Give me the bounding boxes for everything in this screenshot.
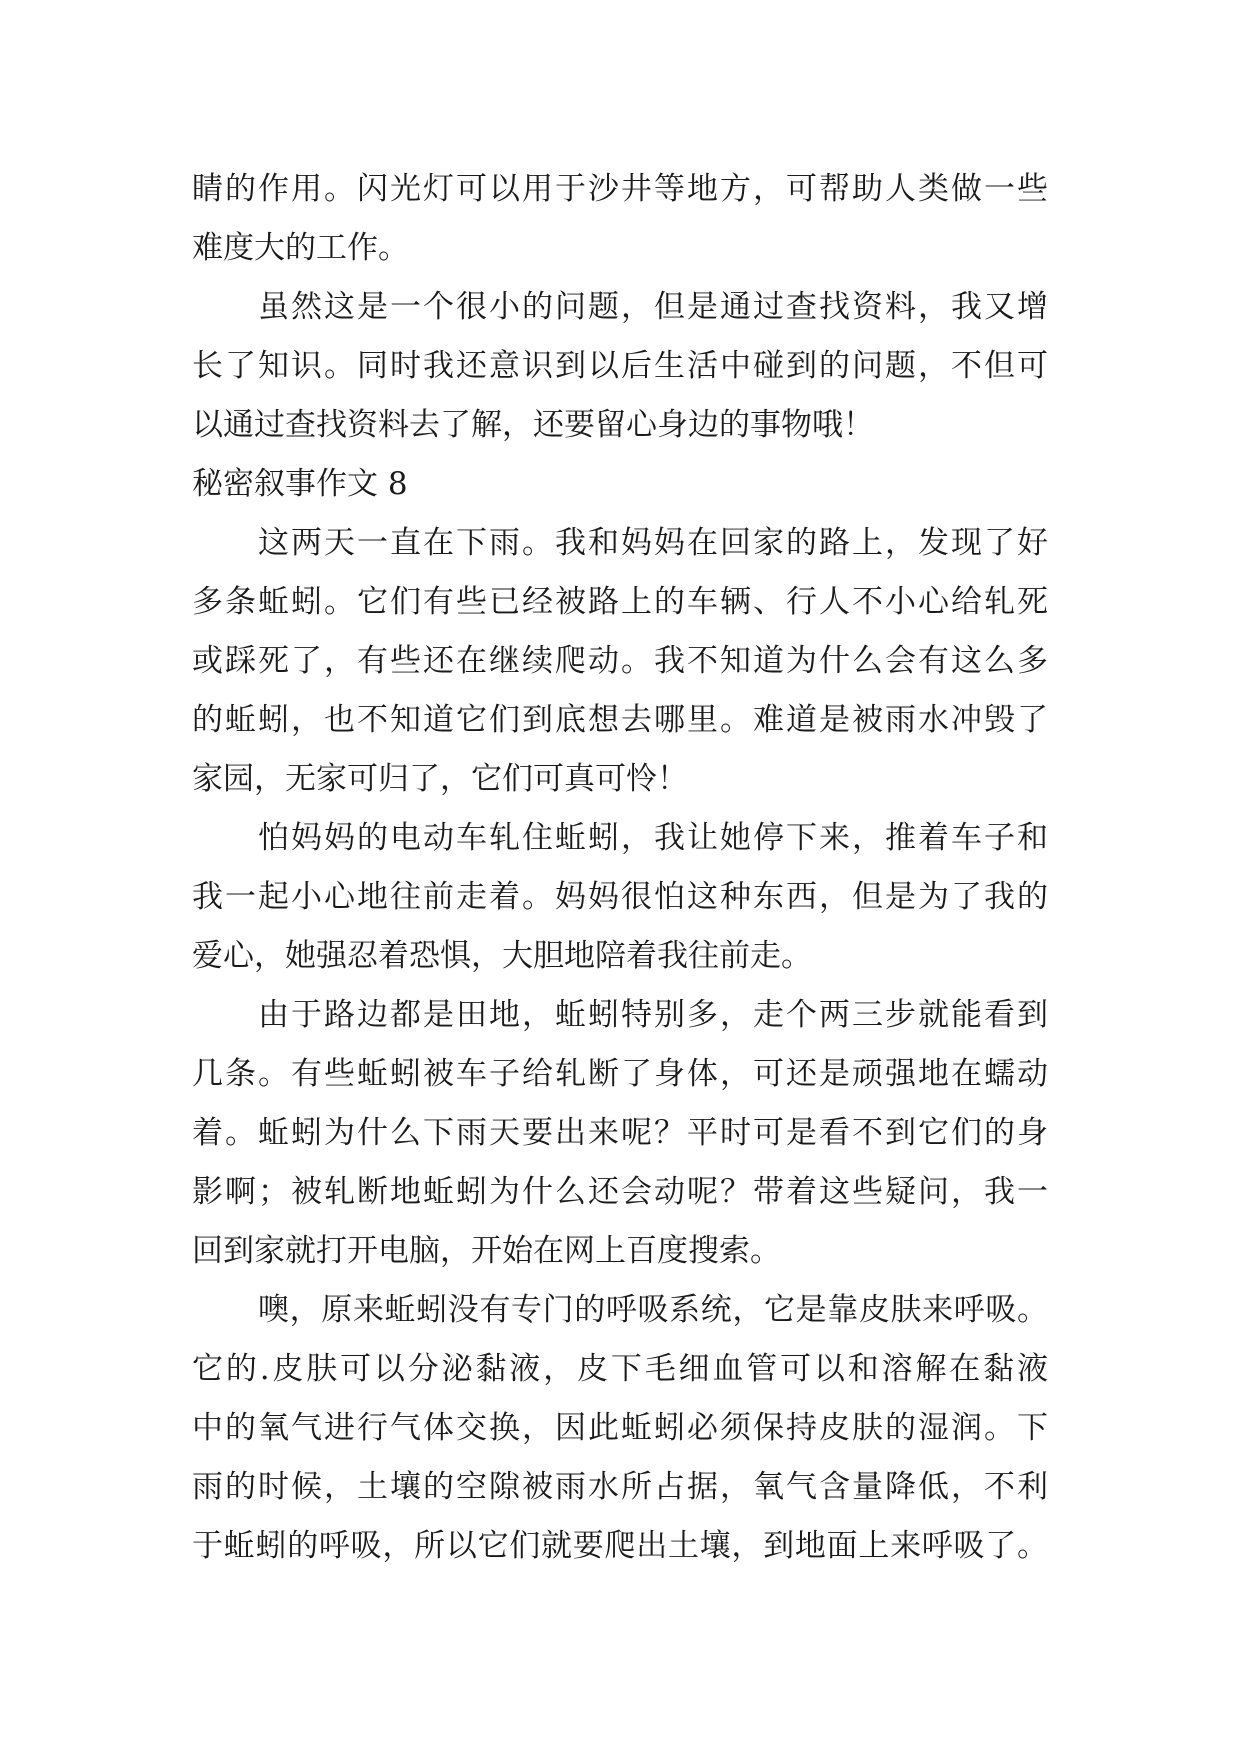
text-line: 影啊；被轧断地蚯蚓为什么还会动呢？带着这些疑问，我一 xyxy=(192,1174,1048,1210)
text-line: 噢，原来蚯蚓没有专门的呼吸系统，它是靠皮肤来呼吸。 xyxy=(258,1292,1048,1328)
text-line: 这两天一直在下雨。我和妈妈在回家的路上，发现了好 xyxy=(258,525,1048,561)
paragraph xyxy=(192,1281,1048,1576)
paragraph xyxy=(192,809,1048,986)
text-line: 难度大的工作。 xyxy=(192,230,409,266)
text-line: 中的氧气进行气体交换，因此蚯蚓必须保持皮肤的湿润。下 xyxy=(192,1410,1048,1446)
text-line: 着。蚯蚓为什么下雨天要出来呢？平时可是看不到它们的身 xyxy=(192,1115,1048,1151)
text-line: 我一起小心地往前走着。妈妈很怕这种东西，但是为了我的 xyxy=(192,879,1048,915)
text-line: 的蚯蚓，也不知道它们到底想去哪里。难道是被雨水冲毁了 xyxy=(192,702,1048,738)
text-line: 于蚯蚓的呼吸，所以它们就要爬出土壤，到地面上来呼吸了。 xyxy=(192,1528,1048,1564)
text-line: 它的.皮肤可以分泌黏液，皮下毛细血管可以和溶解在黏液 xyxy=(192,1351,1048,1387)
text-line: 多条蚯蚓。它们有些已经被路上的车辆、行人不小心给轧死 xyxy=(192,584,1048,620)
text-line: 或踩死了，有些还在继续爬动。我不知道为什么会有这么多 xyxy=(192,643,1048,679)
paragraph xyxy=(192,986,1048,1281)
paragraph xyxy=(192,278,1048,455)
text-line: 由于路边都是田地，蚯蚓特别多，走个两三步就能看到 xyxy=(258,997,1048,1033)
text-line: 以通过查找资料去了解，还要留心身边的事物哦！ xyxy=(192,407,874,443)
paragraph xyxy=(192,514,1048,809)
paragraph xyxy=(192,160,1048,278)
text-line: 爱心，她强忍着恐惧，大胆地陪着我往前走。 xyxy=(192,938,812,974)
text-line: 几条。有些蚯蚓被车子给轧断了身体，可还是顽强地在蠕动 xyxy=(192,1056,1048,1092)
text-line: 回到家就打开电脑，开始在网上百度搜索。 xyxy=(192,1233,781,1269)
text-line: 怕妈妈的电动车轧住蚯蚓，我让她停下来，推着车子和 xyxy=(258,820,1048,856)
text-line: 长了知识。同时我还意识到以后生活中碰到的问题，不但可 xyxy=(192,348,1048,384)
text-line: 睛的作用。闪光灯可以用于沙井等地方，可帮助人类做一些 xyxy=(192,171,1048,207)
text-line: 家园，无家可归了，它们可真可怜！ xyxy=(192,761,688,797)
section-heading: 秘密叙事作文 8 xyxy=(192,466,408,502)
text-line: 雨的时候，土壤的空隙被雨水所占据，氧气含量降低，不利 xyxy=(192,1469,1048,1505)
text-line: 虽然这是一个很小的问题，但是通过查找资料，我又增 xyxy=(258,289,1048,325)
document-body xyxy=(192,160,1048,1576)
